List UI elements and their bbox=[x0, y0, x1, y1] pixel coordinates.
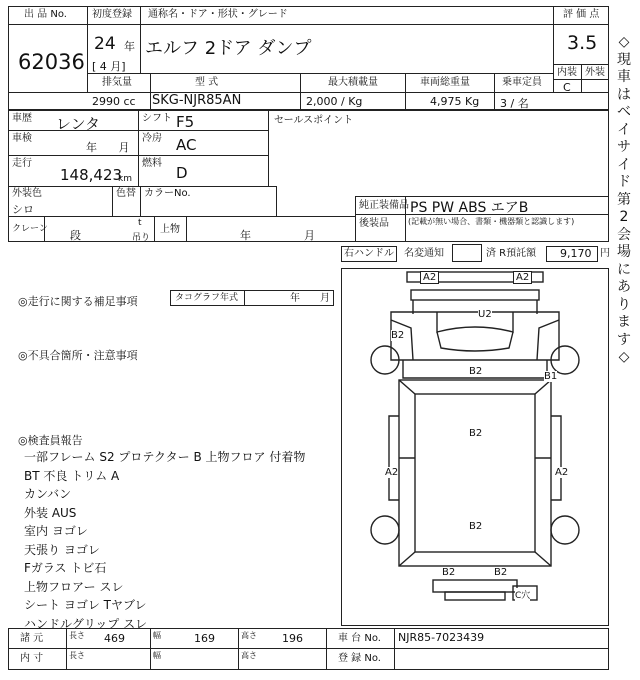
first-reg-month: [ 4 月] bbox=[92, 60, 126, 73]
gross-weight-label: 車両総重量 bbox=[420, 77, 470, 88]
side-banner-char: ド bbox=[617, 174, 631, 190]
reg-label: 登 録 No. bbox=[338, 653, 381, 664]
truck-diagram bbox=[341, 268, 609, 626]
tacho-label: タコグラフ年式 bbox=[175, 293, 239, 303]
height-label: 高さ bbox=[241, 631, 257, 640]
side-banner-char: ベ bbox=[617, 104, 631, 120]
lot-label: 出 品 No. bbox=[24, 9, 67, 20]
color-value: シロ bbox=[12, 203, 34, 216]
crane-ton: t bbox=[138, 218, 142, 228]
tacho-month: 月 bbox=[320, 293, 330, 304]
side-banner-char: 車 bbox=[617, 69, 631, 85]
mark-cab-right: B1 bbox=[544, 371, 558, 382]
handle-label: 右ハンドル bbox=[344, 248, 394, 259]
interior-label: 内装 bbox=[557, 67, 577, 78]
std-equip-value: PS PW ABS エアB bbox=[410, 200, 529, 216]
displacement-value: 2990 cc bbox=[92, 95, 136, 108]
chassis-label: 車 台 No. bbox=[338, 633, 381, 644]
mileage-unit: km bbox=[118, 174, 132, 184]
color-label: 外装色 bbox=[12, 188, 42, 199]
mark-front-left: A2 bbox=[420, 271, 439, 284]
report-line: Fガラス トビ石 bbox=[24, 561, 107, 575]
side-banner-char: サ bbox=[617, 139, 631, 155]
mileage-label: 走行 bbox=[12, 158, 32, 169]
lot-number: 62036 bbox=[18, 50, 85, 74]
inner-label: 内 寸 bbox=[20, 653, 44, 664]
side-banner-char: あ bbox=[617, 279, 631, 295]
accessory-note: (記載が無い場合、書類・機器類と認識します) bbox=[408, 217, 575, 226]
modified-label: 名変通知 bbox=[404, 248, 444, 259]
side-banner-char: イ bbox=[617, 121, 631, 138]
inner-length-label: 長さ bbox=[69, 651, 85, 660]
side-banner-char: す bbox=[617, 331, 631, 348]
side-banner-char: ◇ bbox=[618, 349, 630, 365]
side-banner-char: 2 bbox=[619, 209, 629, 225]
report-line: 外装 AUS bbox=[24, 505, 77, 520]
inner-height-label: 高さ bbox=[241, 651, 257, 660]
side-banner-char: 第 bbox=[617, 191, 631, 208]
modified-box bbox=[452, 244, 482, 262]
side-banner-char: イ bbox=[617, 156, 631, 173]
model-value: SKG-NJR85AN bbox=[152, 93, 242, 108]
std-equip-label: 純正装備品 bbox=[359, 200, 409, 211]
report-line: 室内 ヨゴレ bbox=[24, 524, 88, 538]
fuel-value: D bbox=[176, 164, 188, 182]
max-load-value: 2,000 / Kg bbox=[306, 95, 363, 108]
grade-value: 3.5 bbox=[567, 32, 598, 54]
mark-bed-lower: B2 bbox=[469, 521, 483, 532]
mark-rear-left: B2 bbox=[442, 567, 456, 578]
report-line: シート ヨゴレ Tヤブレ bbox=[24, 598, 147, 612]
side-banner bbox=[612, 34, 636, 367]
report-line: 一部フレーム S2 プロテクター B 上物フロア 付着物 bbox=[24, 450, 306, 464]
footer-frame bbox=[8, 628, 609, 670]
body-label: 上物 bbox=[160, 224, 180, 235]
side-banner-char: 会 bbox=[617, 226, 631, 243]
history-value: レンタ bbox=[56, 115, 101, 133]
width-value: 169 bbox=[194, 632, 215, 645]
mark-bed-center: B2 bbox=[469, 428, 483, 439]
report-line: 天張り ヨゴレ bbox=[24, 542, 100, 557]
first-reg-year-unit: 年 bbox=[124, 40, 135, 53]
body-year: 年 bbox=[240, 229, 251, 242]
color-number-label: カラーNo. bbox=[144, 188, 191, 199]
grade-label: 評 価 点 bbox=[563, 9, 600, 20]
crane-stage: 段 bbox=[70, 229, 81, 242]
accessory-label: 後装品 bbox=[359, 218, 389, 229]
side-banner-char: ◇ bbox=[618, 34, 630, 50]
report-line: BT 不良 トリム A bbox=[24, 468, 120, 483]
inspector-report-label: ◎検査員報告 bbox=[18, 434, 83, 447]
mileage-value: 148,423 bbox=[60, 166, 123, 184]
mark-cab-center: B2 bbox=[469, 366, 483, 377]
yen-label: 円 bbox=[600, 248, 610, 259]
mark-cab-top: U2 bbox=[478, 309, 492, 320]
defects-label: ◎不具合箇所・注意事項 bbox=[18, 349, 138, 362]
inner-width-label: 幅 bbox=[153, 651, 161, 660]
exterior-label: 外装 bbox=[585, 67, 605, 78]
mark-bed-left: A2 bbox=[385, 467, 399, 478]
gross-weight-value: 4,975 Kg bbox=[430, 95, 480, 108]
body-month: 月 bbox=[304, 229, 315, 242]
crane-lift: 吊り bbox=[132, 233, 151, 243]
shift-value: F5 bbox=[176, 113, 195, 131]
displacement-label: 排気量 bbox=[102, 77, 132, 88]
ac-value: AC bbox=[176, 136, 197, 154]
side-banner-char: り bbox=[617, 296, 631, 313]
crane-label: クレーン bbox=[12, 224, 48, 234]
first-reg-year: 24 bbox=[94, 34, 116, 54]
driving-note-label: ◎走行に関する補足事項 bbox=[18, 295, 138, 308]
interior-value: C bbox=[563, 81, 571, 94]
chassis-value: NJR85-7023439 bbox=[398, 631, 485, 644]
side-banner-char: に bbox=[617, 261, 631, 278]
model-label: 型 式 bbox=[195, 77, 219, 88]
tacho-year: 年 bbox=[290, 293, 300, 304]
report-line: カンバン bbox=[24, 487, 72, 501]
vehicle-name: エルフ 2ドア ダンプ bbox=[145, 38, 312, 59]
history-label: 車歴 bbox=[12, 113, 32, 124]
inspection-label: 車検 bbox=[12, 133, 32, 144]
height-value: 196 bbox=[282, 632, 303, 645]
side-banner-char: ま bbox=[617, 314, 631, 330]
report-line: 上物フロアー スレ bbox=[24, 579, 124, 594]
report-line: ハンドルグリップ スレ bbox=[24, 616, 148, 631]
sales-point-label: セールスポイント bbox=[274, 115, 354, 126]
fuel-label: 燃料 bbox=[142, 158, 162, 169]
side-banner-char: 場 bbox=[617, 244, 631, 260]
mark-bed-right: A2 bbox=[555, 467, 569, 478]
width-label: 幅 bbox=[153, 631, 161, 640]
side-banner-char: 現 bbox=[617, 51, 631, 68]
side-banner-char: は bbox=[617, 86, 631, 103]
length-label: 長さ bbox=[69, 631, 85, 640]
inspection-value: 年 月 bbox=[86, 141, 130, 154]
length-value: 469 bbox=[104, 632, 125, 645]
hitch-label: C穴 bbox=[515, 588, 530, 601]
first-reg-label: 初度登録 bbox=[92, 9, 132, 20]
mark-cab-left: B2 bbox=[391, 330, 405, 341]
capacity-value: 3 / 名 bbox=[500, 97, 529, 110]
tax-label: 済 R預託額 bbox=[486, 248, 537, 259]
capacity-label: 乗車定員 bbox=[502, 77, 542, 88]
ac-label: 冷房 bbox=[142, 133, 162, 144]
vehicle-name-label: 通称名・ドア・形状・グレード bbox=[148, 9, 288, 20]
dims-label: 諸 元 bbox=[20, 633, 44, 644]
shift-label: シフト bbox=[142, 113, 172, 124]
mark-rear-right: B2 bbox=[494, 567, 508, 578]
recycle-value: 9,170 bbox=[560, 247, 592, 260]
color-change-label: 色替 bbox=[116, 188, 136, 199]
max-load-label: 最大積載量 bbox=[328, 77, 378, 88]
mark-front-right: A2 bbox=[513, 271, 532, 284]
